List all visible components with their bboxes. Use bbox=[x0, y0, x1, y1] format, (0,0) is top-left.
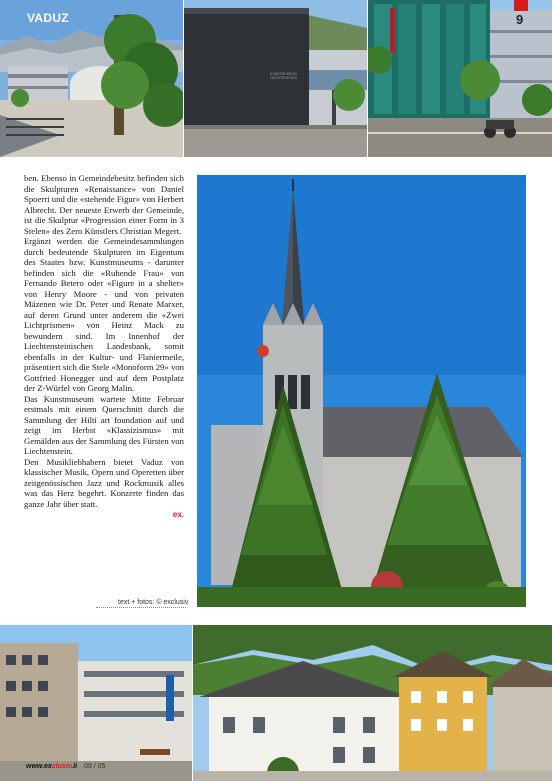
photo-old-houses bbox=[193, 625, 552, 781]
end-line bbox=[24, 509, 184, 521]
photo-kunstmuseum bbox=[184, 0, 367, 157]
photo-cathedral bbox=[197, 175, 526, 607]
footer-brand[interactable]: www.exclusiv.li bbox=[26, 763, 78, 770]
end-mark: ex. bbox=[172, 510, 184, 519]
page-tab-marker bbox=[514, 0, 528, 11]
paragraph: Ergänzt werden die Gemeindesammlungen durch bedeutende Skulpturen im Eigentum des Staates bzw. Kunstmuseums - darunter befinden sich die «Ruhende Frau» von Fernando Betero oder «Figure in a shelter» von Henry Moore - und von privaten Mäzenen wie Dr. Peter und Renate Marxer, auf deren Grund unter anderem die «Zwei Lichtprismen» von Heinz Mack zu bewundern sind. Im Innenhof der Liechtensteinischen Landesbank, somit ebenfalls in der Kultur- und Flaniermeile, präsentiert sich die Stele «Monoform 29» von Gottfried Honegger und auf dem Postplatz der Z-Würfel von Georg Malin. bbox=[24, 236, 184, 393]
museum-wall-lettering: KUNSTMUSEUM LIECHTENSTEIN bbox=[270, 72, 297, 80]
footer-issue: 09 / 05 bbox=[84, 763, 106, 770]
photo-modern-buildings bbox=[0, 625, 192, 781]
footer bbox=[26, 763, 106, 770]
photo-credit: text + fotos: © exclusiv bbox=[118, 599, 189, 606]
paragraph: ben. Ebenso in Gemeindebesitz befinden sich die Skulpturen «Renaissance» von Daniel Spoerri und die «stehende Figur» von Herbert Albrecht. Der neueste Erwerb der Gemeinde, ist die Skulptur «Progression einer Form in 3 Stelen» des Zero Künstlers Christian Megert. bbox=[24, 173, 184, 236]
paragraph: Den Musikliebhabern bietet Vaduz von klassischer Musik, Opern und Operetten über zeitgenössischen Jazz und Rockmusik alles was das Herz begehrt. Konzerte finden das ganze Jahr über statt. bbox=[24, 456, 184, 509]
paragraph: Das Kunstmuseum wartete Mitte Februar erstmals mit einem Querschnitt durch die Sammlung der Hilti art foundation auf und zeigt im Herbst «Klassizismus» mit Gemälden aus der Sammlung des Fürsten von Liechtenstein. bbox=[24, 393, 184, 456]
article-body bbox=[24, 173, 184, 521]
photo-glass-building bbox=[368, 0, 552, 157]
credit-divider bbox=[96, 607, 186, 608]
section-label: VADUZ bbox=[27, 11, 69, 25]
page-number: 9 bbox=[516, 12, 524, 27]
